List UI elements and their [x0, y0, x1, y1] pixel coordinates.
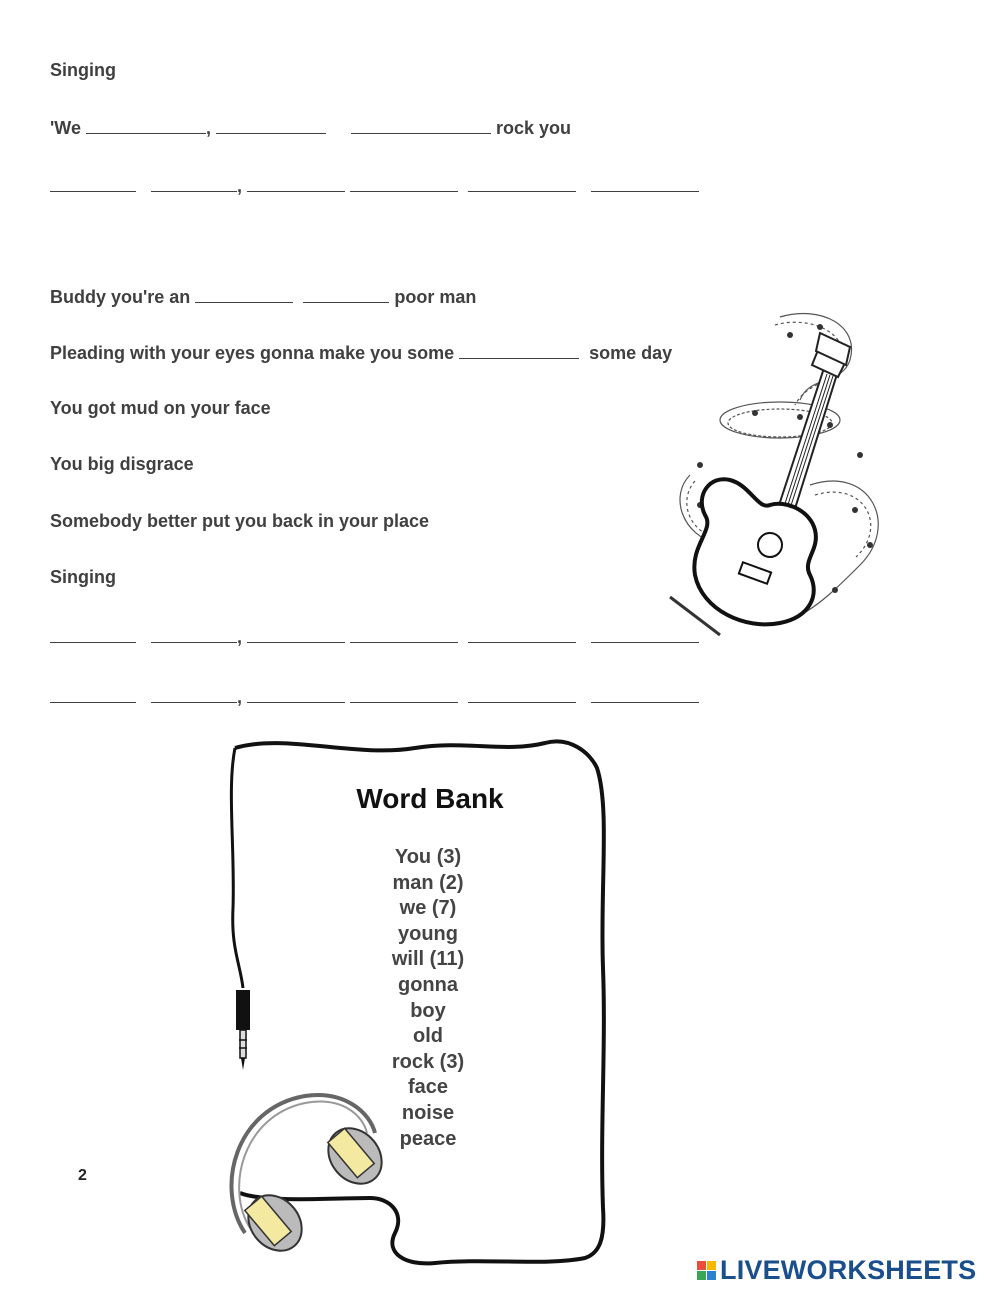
- comma: ,: [237, 627, 243, 647]
- blank-20[interactable]: [151, 686, 237, 703]
- blank-11[interactable]: [303, 286, 389, 303]
- lyric-mud: You got mud on your face: [50, 398, 271, 418]
- word-bank-item[interactable]: man (2): [392, 871, 464, 894]
- lyric-we-will-rock-you: [50, 117, 571, 139]
- blank-22[interactable]: [350, 686, 458, 703]
- blank-17[interactable]: [468, 626, 576, 643]
- word-bank-item[interactable]: old: [413, 1025, 443, 1048]
- comma: ,: [237, 176, 243, 196]
- word-bank-item[interactable]: boy: [410, 999, 446, 1022]
- blank-21[interactable]: [247, 686, 345, 703]
- blank-3[interactable]: [351, 117, 491, 134]
- blank-19[interactable]: [50, 686, 136, 703]
- blank-4[interactable]: [50, 175, 136, 192]
- blank-2[interactable]: [216, 117, 326, 134]
- blank-16[interactable]: [350, 626, 458, 643]
- blank-6[interactable]: [247, 175, 345, 192]
- lyric-singing-2: Singing: [50, 567, 116, 587]
- word-bank-item[interactable]: peace: [399, 1127, 457, 1150]
- blank-7[interactable]: [350, 175, 458, 192]
- lyric-blank-row-3: [50, 686, 699, 708]
- lyric-poor-man: poor man: [389, 287, 477, 307]
- word-bank-item[interactable]: we (7): [399, 897, 457, 920]
- lyric-disgrace: You big disgrace: [50, 454, 194, 474]
- lyric-some-day: some day: [579, 343, 673, 363]
- logo-block: [697, 1271, 706, 1280]
- blank-5[interactable]: [151, 175, 237, 192]
- guitar-music-icon: [660, 305, 900, 650]
- lyric-blank-row-2: [50, 626, 699, 648]
- word-bank-item[interactable]: will (11): [391, 948, 465, 971]
- lyric-we-prefix: 'We: [50, 118, 86, 138]
- lyric-pleading: [50, 342, 672, 364]
- comma: ,: [237, 687, 243, 707]
- lyric-somebody: Somebody better put you back in your place: [50, 511, 430, 531]
- audio-jack-icon: [236, 990, 250, 1070]
- lyric-buddy: [50, 286, 476, 308]
- word-bank-item[interactable]: rock (3): [391, 1050, 465, 1073]
- logo-block: [707, 1271, 716, 1280]
- blank-24[interactable]: [591, 686, 699, 703]
- blank-8[interactable]: [468, 175, 576, 192]
- logo-text: LIVEWORKSHEETS: [720, 1254, 977, 1285]
- word-bank-item[interactable]: noise: [401, 1101, 455, 1124]
- blank-10[interactable]: [195, 286, 293, 303]
- comma: ,: [205, 118, 211, 138]
- lyric-singing-1: Singing: [50, 60, 116, 80]
- page-number: 2: [78, 1167, 87, 1184]
- word-bank-item[interactable]: young: [398, 922, 458, 945]
- lyric-blank-row-1: [50, 175, 699, 197]
- blank-1[interactable]: [86, 117, 206, 134]
- blank-12[interactable]: [459, 342, 579, 359]
- blank-23[interactable]: [468, 686, 576, 703]
- liveworksheets-logo[interactable]: [697, 1255, 976, 1285]
- word-bank-item[interactable]: face: [407, 1076, 449, 1099]
- word-bank-list: [330, 845, 526, 1152]
- word-bank-item[interactable]: gonna: [398, 973, 458, 996]
- word-bank-title: Word Bank: [356, 783, 504, 814]
- logo-block: [707, 1261, 716, 1270]
- blank-15[interactable]: [247, 626, 345, 643]
- blank-9[interactable]: [591, 175, 699, 192]
- lyric-rock-you: rock you: [491, 118, 572, 138]
- logo-blocks-icon: [697, 1261, 716, 1280]
- logo-block: [697, 1261, 706, 1270]
- blank-13[interactable]: [50, 626, 136, 643]
- word-bank-item[interactable]: You (3): [394, 846, 462, 868]
- blank-14[interactable]: [151, 626, 237, 643]
- lyric-buddy-prefix: Buddy you're an: [50, 287, 196, 307]
- lyric-pleading-prefix: Pleading with your eyes gonna make you some: [50, 343, 460, 363]
